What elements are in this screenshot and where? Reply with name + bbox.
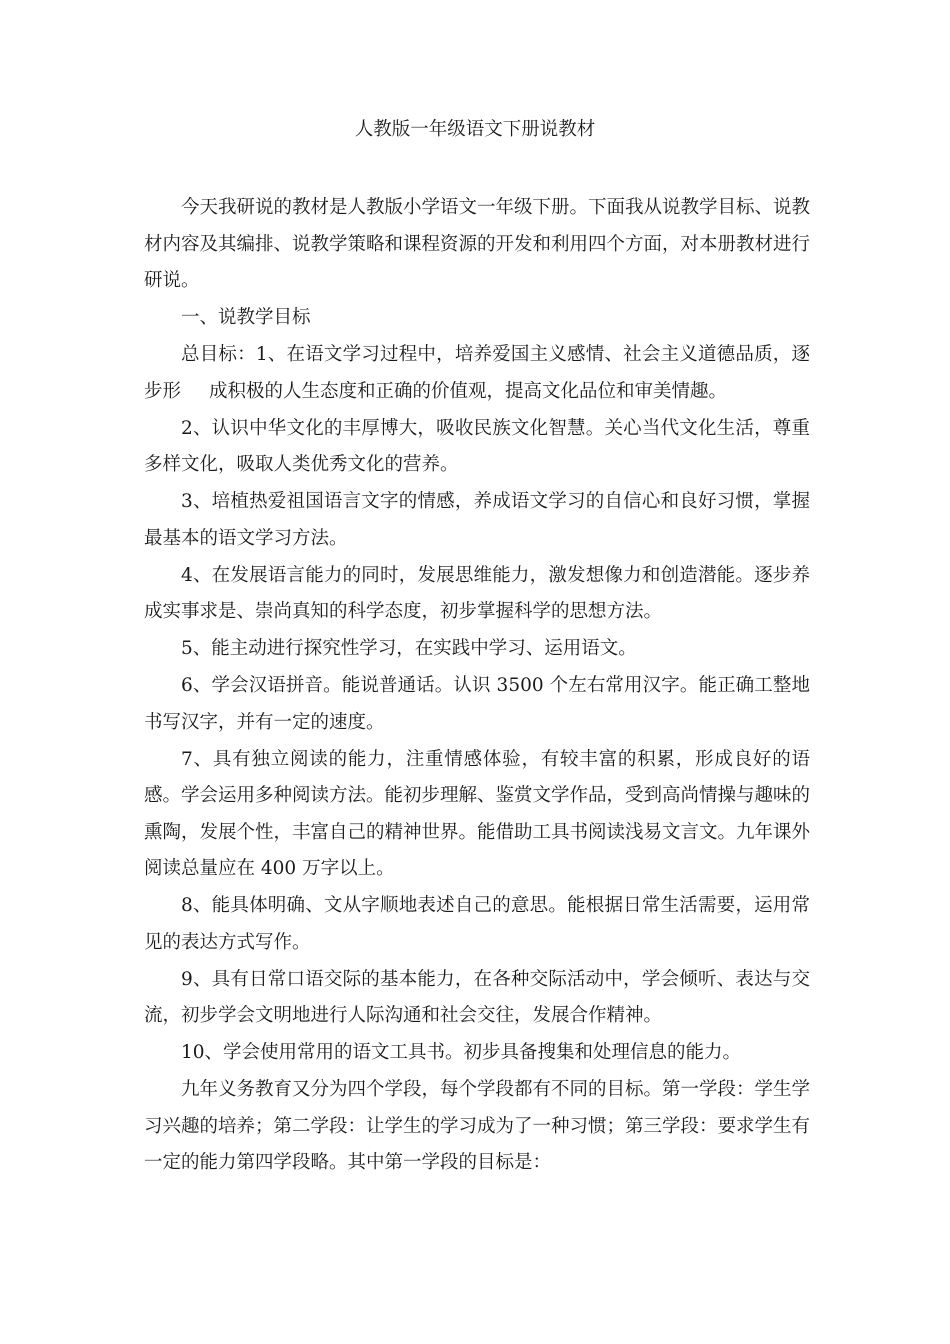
paragraph-intro: 今天我研说的教材是人教版小学语文一年级下册。下面我从说教学目标、说教材内容及其编排、说教学策略和课程资源的开发和利用四个方面，对本册教材进行研说。 — [144, 197, 811, 291]
paragraph-goal-3: 3、培植热爱祖国语言文字的情感，养成语文学习的自信心和良好习惯，掌握最基本的语文学习方法。 — [144, 491, 810, 549]
paragraph-overall-goal — [144, 337, 810, 410]
paragraph-goal-8: 8、能具体明确、文从字顺地表述自己的意思。能根据日常生活需要，运用常见的表达方式写作。 — [144, 895, 810, 953]
paragraph-goal-5: 5、能主动进行探究性学习，在实践中学习、运用语文。 — [181, 638, 637, 659]
paragraph-goal-2: 2、认识中华文化的丰厚博大，吸收民族文化智慧。关心当代文化生活，尊重多样文化，吸取人类优秀文化的营养。 — [144, 417, 810, 475]
paragraph-overall-goal-part-2: 成积极的人生态度和正确的价值观，提高文化品位和审美情趣。 — [209, 380, 728, 402]
document-body — [144, 190, 810, 1182]
paragraph-stages: 九年义务教育又分为四个学段，每个学段都有不同的目标。第一学段：学生学习兴趣的培养；第二学段：让学生的学习成为了一种习惯；第三学段：要求学生有一定的能力第四学段略。其中第一学段的目标是： — [144, 1079, 811, 1173]
document-title: 人教版一年级语文下册说教材 — [354, 119, 596, 140]
section-heading-teaching-goals: 一、说教学目标 — [181, 307, 311, 328]
paragraph-overall-goal-part-1: 总目标：1、在语文学习过程中，培养爱国主义感情、社会主义道德品质，逐步形 — [144, 344, 810, 402]
paragraph-goal-7: 7、具有独立阅读的能力，注重情感体验，有较丰富的积累，形成良好的语感。学会运用多种阅读方法。能初步理解、鉴赏文学作品，受到高尚情操与趣味的熏陶，发展个性，丰富自己的精神世界。能借助工具书阅读浅易文言文。九年课外阅读总量应在 400 万字以上。 — [144, 748, 811, 879]
paragraph-goal-9: 9、具有日常口语交际的基本能力，在各种交际活动中，学会倾听、表达与交流，初步学会文明地进行人际沟通和社会交往，发展合作精神。 — [144, 968, 810, 1026]
paragraph-goal-4: 4、在发展语言能力的同时，发展思维能力，激发想像力和创造潜能。逐步养成实事求是、崇尚真知的科学态度，初步掌握科学的思想方法。 — [144, 564, 810, 622]
paragraph-goal-10: 10、学会使用常用的语文工具书。初步具备搜集和处理信息的能力。 — [181, 1042, 742, 1063]
paragraph-goal-6: 6、学会汉语拼音。能说普通话。认识 3500 个左右常用汉字。能正确工整地书写汉字，并有一定的速度。 — [144, 675, 810, 733]
